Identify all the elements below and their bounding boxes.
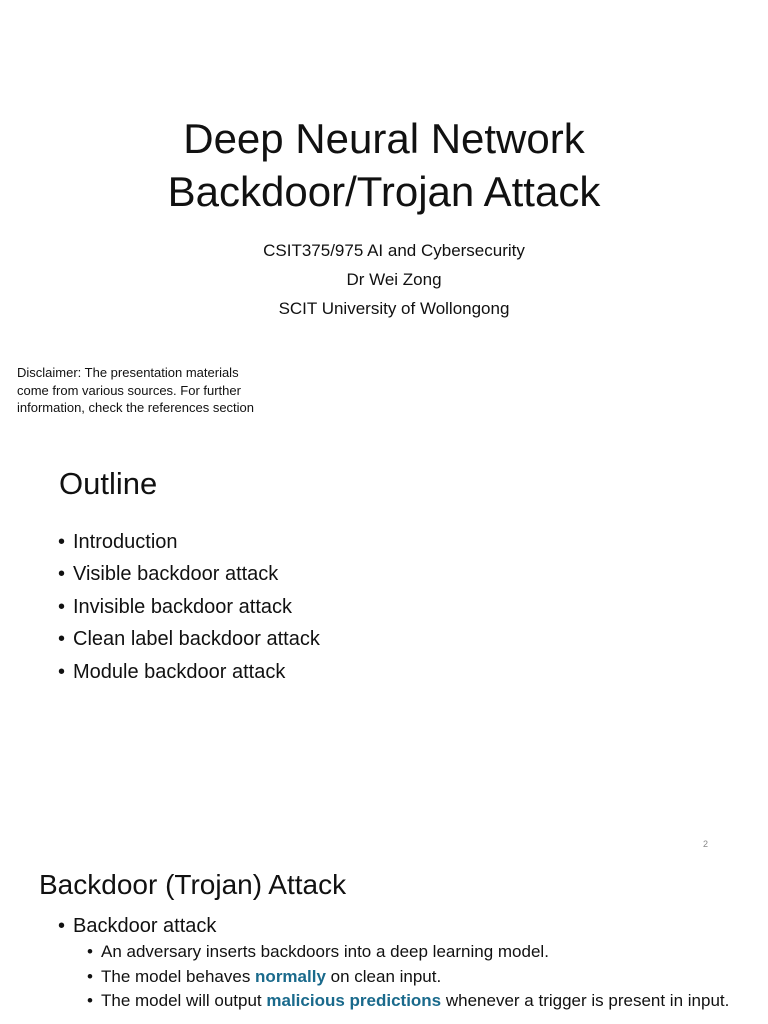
sub-item-text: whenever a trigger is present in input. [441,991,730,1010]
outline-slide [0,430,768,850]
bullet-icon: • [87,991,93,1010]
title-slide [0,0,768,430]
list-item-text: Invisible backdoor attack [73,595,293,618]
bullet-icon: • [58,660,66,683]
bullet-icon: • [87,942,93,961]
bullet-list [58,912,738,1014]
sub-item-text: on clean input. [325,966,442,986]
list-item-text: Clean label backdoor attack [73,628,320,651]
title-line-1: Deep Neural Network [183,115,585,162]
list-item [58,656,320,688]
page-number: 2 [703,839,709,849]
list-item [58,623,320,655]
list-item-text: Visible backdoor attack [73,563,279,586]
highlight-text: malicious predictions [266,991,442,1010]
outline-list [58,526,320,688]
slide-title [0,112,768,218]
slide-heading: Backdoor (Trojan) Attack [39,869,347,900]
bullet-icon: • [58,531,66,553]
backdoor-attack-slide [0,850,768,1024]
sub-item-text: An adversary inserts backdoors into a deep learning model. [101,942,549,961]
bullet-icon: • [87,966,93,986]
list-item-text: Backdoor attack [73,915,217,937]
sub-list-item [87,989,738,1014]
institution-name: SCIT University of Wollongong [278,299,510,318]
sub-list-item [87,965,738,990]
bullet-icon: • [58,915,66,937]
disclaimer-line-1: Disclaimer: The presentation materials [17,365,239,380]
course-name: CSIT375/975 AI and Cybersecurity [263,241,525,260]
list-item [58,591,320,623]
bullet-icon: • [58,628,66,651]
slide-subtitle [0,236,768,323]
disclaimer-line-2: come from various sources. For further [17,382,241,398]
highlight-text: normally [255,966,326,986]
disclaimer [17,364,287,417]
outline-title: Outline [59,466,158,501]
sub-list-item [87,940,738,965]
title-line-2: Backdoor/Trojan Attack [167,168,601,215]
sub-item-text: The model will output [101,991,267,1010]
sub-item-text: The model behaves [101,966,256,986]
list-item-text: Introduction [73,531,178,553]
lecturer-name: Dr Wei Zong [346,270,442,289]
list-item [58,912,738,1014]
disclaimer-line-3: information, check the references section [17,400,255,415]
list-item-text: Module backdoor attack [73,660,286,683]
sub-bullet-list [58,940,738,1014]
bullet-icon: • [58,595,66,618]
bullet-icon: • [58,563,66,586]
list-item [58,558,320,590]
list-item [58,526,320,558]
